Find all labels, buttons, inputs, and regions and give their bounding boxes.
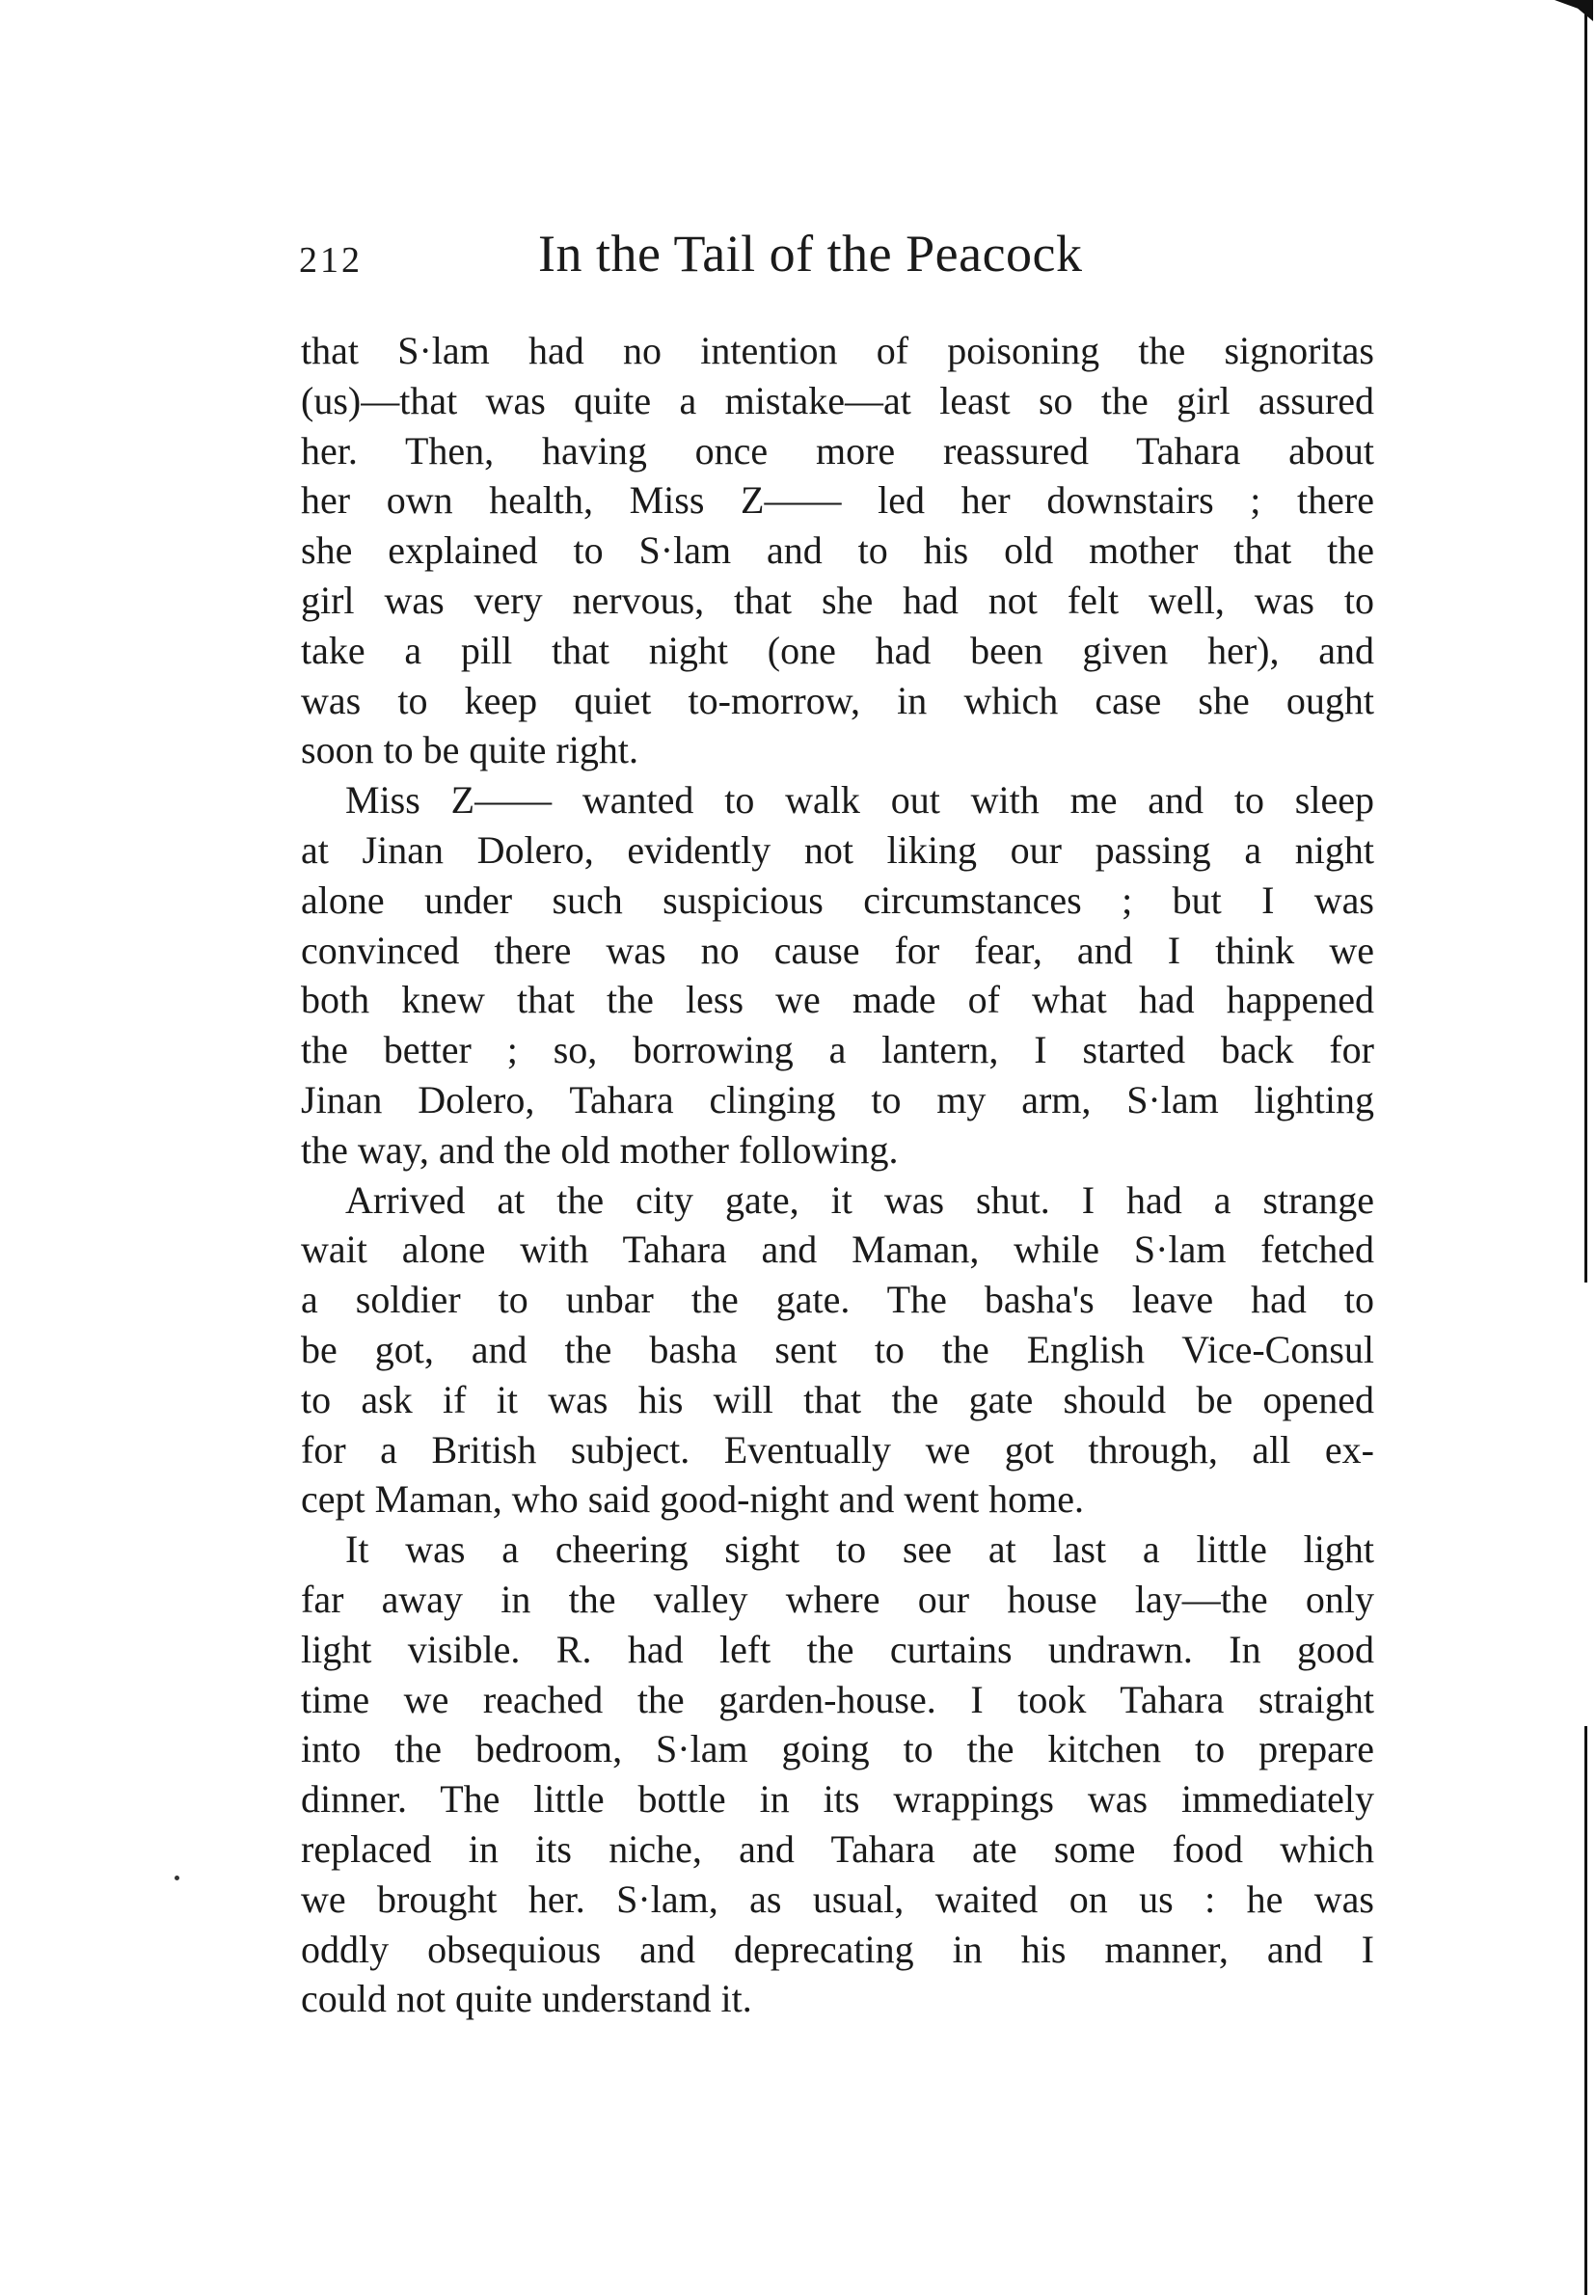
text-line: (us)—that was quite a mistake—at least so the girl assured bbox=[301, 378, 1374, 422]
text-line: was to keep quiet to-morrow, in which case she ought bbox=[301, 678, 1374, 722]
text-line: girl was very nervous, that she had not felt well, was to bbox=[301, 578, 1374, 622]
text-line: far away in the valley where our house lay—the only bbox=[301, 1577, 1374, 1621]
text-line: Miss Z—— wanted to walk out with me and to sleep bbox=[345, 778, 1374, 823]
page-edge-mark bbox=[1555, 0, 1593, 21]
text-line: we brought her. S·lam, as usual, waited on us : he was bbox=[301, 1877, 1374, 1921]
page-edge-rule bbox=[1584, 0, 1587, 1283]
running-header bbox=[299, 224, 1374, 301]
text-line: Jinan Dolero, Tahara clinging to my arm, S·lam lighting bbox=[301, 1077, 1374, 1121]
text-line: oddly obsequious and deprecating in his manner, and I bbox=[301, 1927, 1374, 1971]
text-line: both knew that the less we made of what had happened bbox=[301, 978, 1374, 1022]
text-line: wait alone with Tahara and Maman, while S·lam fetched bbox=[301, 1228, 1374, 1272]
page-edge-rule bbox=[1584, 1726, 1587, 2295]
stray-mark bbox=[175, 1876, 179, 1880]
text-line: for a British subject. Eventually we got through, all ex- bbox=[301, 1427, 1374, 1472]
text-line: be got, and the basha sent to the English Vice-Consul bbox=[301, 1327, 1374, 1371]
page-number: 212 bbox=[299, 240, 363, 281]
text-line: light visible. R. had left the curtains undrawn. In good bbox=[301, 1627, 1374, 1671]
text-line: that S·lam had no intention of poisoning the signoritas bbox=[301, 329, 1374, 372]
text-line: time we reached the garden-house. I took Tahara straight bbox=[301, 1677, 1374, 1721]
text-line: soon to be quite right. bbox=[301, 728, 638, 772]
text-line: alone under such suspicious circumstances ; but I was bbox=[301, 878, 1374, 922]
text-line: replaced in its niche, and Tahara ate some food which bbox=[301, 1826, 1374, 1871]
text-line: at Jinan Dolero, evidently not liking our passing a night bbox=[301, 827, 1374, 872]
paragraph bbox=[301, 775, 1374, 1175]
text-line: her own health, Miss Z—— led her downstairs ; there bbox=[301, 478, 1374, 523]
text-line: Arrived at the city gate, it was shut. I had a strange bbox=[345, 1177, 1374, 1222]
text-line: a soldier to unbar the gate. The basha's leave had to bbox=[301, 1278, 1374, 1322]
text-line: cept Maman, who said good-night and went home. bbox=[301, 1477, 1085, 1522]
paragraph bbox=[301, 1175, 1374, 1526]
running-title: In the Tail of the Peacock bbox=[538, 225, 1083, 283]
text-line: she explained to S·lam and to his old mother that the bbox=[301, 528, 1374, 573]
text-line: convinced there was no cause for fear, and I think we bbox=[301, 928, 1374, 972]
text-line: take a pill that night (one had been given her), and bbox=[301, 628, 1374, 672]
text-line: the way, and the old mother following. bbox=[301, 1127, 899, 1172]
text-line: the better ; so, borrowing a lantern, I started back for bbox=[301, 1028, 1374, 1072]
text-line: into the bedroom, S·lam going to the kitchen to prepare bbox=[301, 1727, 1374, 1771]
body-text bbox=[301, 326, 1374, 2024]
text-line: could not quite understand it. bbox=[301, 1977, 752, 2021]
text-line: to ask if it was his will that the gate should be opened bbox=[301, 1377, 1374, 1421]
text-line: It was a cheering sight to see at last a little light bbox=[345, 1527, 1374, 1572]
paragraph bbox=[301, 326, 1374, 775]
text-line: her. Then, having once more reassured Tahara about bbox=[301, 428, 1374, 473]
text-line: dinner. The little bottle in its wrappings was immediately bbox=[301, 1777, 1374, 1822]
paragraph bbox=[301, 1525, 1374, 2024]
